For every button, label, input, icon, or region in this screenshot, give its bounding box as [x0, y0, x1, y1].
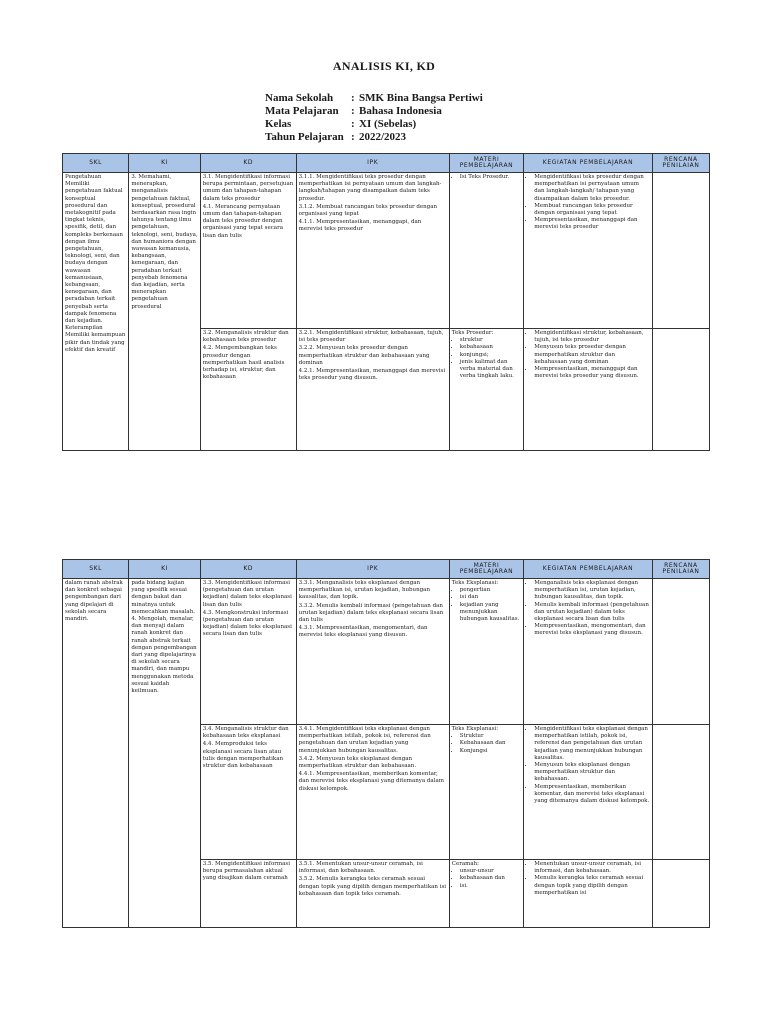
ki-cell [129, 173, 200, 451]
header-ki: KI [129, 560, 200, 579]
ipk-text: Mengidentifikasi teks prosedur dengan memperhatikan isi pernyataan umum dan langkah-langkah/tahapan yang disampaikan dalam teks prosedur. [298, 174, 442, 202]
kegiatan-item: • Menulis kembali informasi (pengetahuan dan urutan kejadian) dalam teks eksplanasi secara lisan dan tulis [534, 602, 650, 624]
materi-item: • jenis kalimat dan verba material dan verba tingkah laku. [460, 359, 521, 381]
ki-item [131, 616, 197, 695]
materi-cell [449, 725, 523, 860]
info-label: Mata Pelajaran [265, 105, 339, 117]
ipk-text: Menulis kembali informasi (pengetahuan dan urutan kejadian) dalam teks eksplanasi secara lisan dan tulis [298, 602, 444, 624]
kegiatan-list [526, 174, 650, 232]
ki-text: Memahami, menerapkan, menganalisis pengetahuan faktual, konseptual, prosedural berdasarkan rasa ingin tahunya tentang ilmu pengetahuan, teknologi, seni, budaya, dan humaniora dengan wawasan kemanusia, kebangsaan, kenegaraan, dan peradaban terkait penyebab fenomena dan kejadian, serta menerapkan pengetahuan prosedural [131, 174, 198, 310]
kegiatan-item: • Mempresentasikan, mengomentari, dan merevisi teks eksplanasi yang disusun. [534, 623, 650, 637]
ki-cell [129, 579, 200, 928]
info-separator: : [351, 105, 355, 117]
ipk-number: 3.3.1. [298, 580, 315, 586]
materi-item: • unsur-unsur [460, 868, 521, 875]
ipk-number: 3.1.2. [298, 203, 315, 210]
kegiatan-item: • Menyusun teks eksplanasi dengan memperhatikan struktur dan kebahasaan. [534, 762, 650, 784]
penilaian-cell [652, 579, 709, 725]
kegiatan-cell [524, 329, 653, 451]
materi-list [452, 868, 521, 890]
header-penilaian: RENCANA PENILAIAN [652, 154, 709, 173]
table-row [63, 173, 710, 329]
ipk-item [299, 861, 447, 875]
materi-list [452, 587, 521, 623]
kd-number: 4.2. [202, 345, 214, 352]
info-row-school [265, 92, 483, 105]
materi-item: • Struktur [460, 733, 521, 740]
ipk-cell [296, 725, 449, 860]
analysis-table-2 [62, 559, 710, 928]
materi-title: Teks Prosedur: [451, 330, 494, 336]
kd-item [203, 345, 294, 381]
info-row-subject [265, 105, 483, 118]
ipk-number: 3.5.1. [298, 861, 315, 867]
ipk-text: Menyusun teks eksplanasi dengan memperhatikan struktur dan kebahasaan. [298, 755, 417, 770]
ipk-text: Mempresentasikan, mengomentari, dan merevisi teks eksplanasi yang disusun. [298, 625, 428, 639]
ipk-number: 3.2.2. [298, 345, 315, 352]
ipk-text: Menulis kerangka teks ceramah sesuai dengan topik yang dipilih dengan memperhatikan isi kebahasaan dan topik teks ceramah. [298, 876, 447, 897]
kegiatan-item: • Mengidentifikasi teks prosedur dengan memperhatikan isi pernyataan umum dan langkah-langkah/ tahapan yang disampaikan dalam teks prosedur. [534, 174, 650, 203]
ipk-number: 4.3.1. [298, 625, 315, 632]
kd-text: Mengidentifikasi informasi (pengetahuan dan urutan kejadian) dalam teks eksplanasi lisan dan tulis [202, 580, 292, 608]
ipk-cell [296, 579, 449, 725]
ipk-text: Mengidentifikasi struktur, kebahasaan, tujuh, isi teks prosedur [298, 330, 444, 344]
materi-item: • isi dan [460, 594, 521, 601]
kegiatan-cell [524, 579, 653, 725]
kd-text: Mengidentifikasi informasi berupa permintaan, persetujuan umum dan tahapan-tahapan dalam teks prosedur [202, 174, 294, 202]
header-materi: MATERI PEMBELAJARAN [449, 560, 523, 579]
header-materi: MATERI PEMBELAJARAN [449, 154, 523, 173]
info-value: XI (Sebelas) [359, 118, 417, 130]
ipk-text: Mengidentifikasi teks eksplanasi dengan memperhatikan istilah, pokok isi, referensi dan pengetahuan dan urutan kejadian yang menunjukkan hubungan kausalitas. [298, 726, 431, 754]
penilaian-cell [652, 860, 709, 928]
kegiatan-item: • Mengidentifikasi struktur, kebahasaan, tujuh, isi teks prosedur [534, 330, 650, 344]
ipk-number: 3.2.1. [298, 330, 315, 336]
penilaian-cell [652, 329, 709, 451]
ipk-text: Mempresentasikan, menanggapi dan merevisi teks prosedur yang disusun. [298, 368, 446, 382]
ipk-number: 4.4.1. [298, 771, 315, 778]
ipk-item [299, 330, 447, 344]
header-penilaian: RENCANA PENILAIAN [652, 560, 709, 579]
kegiatan-item: • Mempresentasikan, menanggapi dan merevisi teks prosedur [534, 217, 650, 231]
materi-item: • pengertian [460, 587, 521, 594]
ipk-item [299, 345, 447, 367]
ipk-item [299, 876, 447, 898]
kd-text: Merancang pernyataan umum dan tahapan-tahapan dalam teks prosedur dengan organisasi yang tepat secara lisan dan tulis [202, 203, 283, 239]
materi-title: Teks Eksplanasi: [451, 580, 499, 586]
materi-item: • Konjungsi [460, 748, 521, 755]
materi-list [452, 174, 521, 181]
kd-text: Menganalisis struktur dan kebahasaan teks eksplanasi [202, 726, 289, 740]
kegiatan-list [526, 861, 650, 897]
ipk-item [299, 174, 447, 203]
info-separator: : [351, 118, 355, 130]
skl-cell [63, 173, 129, 451]
ipk-number: 3.5.2. [298, 876, 315, 883]
kegiatan-cell [524, 173, 653, 329]
info-label: Tahun Pelajaran [265, 131, 344, 143]
kegiatan-item: • Membuat rancangan teks prosedur dengan organisasi yang tepat [534, 203, 650, 217]
kd-item [203, 580, 294, 609]
info-row-year [265, 131, 483, 144]
ipk-cell [296, 329, 449, 451]
materi-cell [449, 579, 523, 725]
kd-number: 3.2. [202, 330, 214, 336]
ipk-text: Mempresentasikan, memberikan komentar, dan merevisi teks eksplanasi yang ditemanya dalam diskusi kelompok. [298, 771, 444, 792]
materi-item: • kebahasaan dan [460, 875, 521, 882]
school-info [265, 92, 483, 144]
kd-text: Memproduksi teks eksplanasi secara lisan atau tulis dengan memperhatikan struktur dan kebahasaan [202, 741, 284, 770]
ipk-item [299, 603, 447, 625]
kegiatan-list [526, 330, 650, 380]
penilaian-cell [652, 173, 709, 329]
materi-cell [449, 329, 523, 451]
header-kegiatan: KEGIATAN PEMBELAJARAN [524, 154, 653, 173]
header-ipk: IPK [296, 154, 449, 173]
kd-text: Mengidentifikasi informasi berupa permasalahan aktual yang disajikan dalam ceramah [202, 861, 290, 882]
materi-cell [449, 860, 523, 928]
header-skl: SKL [63, 560, 129, 579]
document-title: ANALISIS KI, KD [332, 59, 436, 73]
analysis-table-1 [62, 153, 710, 451]
ipk-cell [296, 173, 449, 329]
ipk-item [299, 756, 447, 770]
table-row [63, 579, 710, 725]
materi-title: Ceramah: [451, 861, 479, 867]
skl-cell [63, 579, 129, 928]
table-header-row [63, 560, 710, 579]
header-kd: KD [200, 560, 296, 579]
materi-item: • kebahasaan [460, 344, 521, 351]
materi-item: • struktur [460, 337, 521, 344]
kd-item [203, 204, 294, 240]
kd-cell [200, 860, 296, 928]
info-value: 2022/2023 [359, 131, 407, 143]
ipk-cell [296, 860, 449, 928]
ipk-text: Menganalisis teks eksplanasi dengan memperhatikan isi, urutan kejadian, hubungan kausalitas, dan topik. [298, 580, 430, 601]
ipk-number: 3.4.2. [298, 755, 315, 762]
materi-item: • kejadian yang menunjukkan hubungan kausalitas. [460, 602, 521, 624]
table-header-row [63, 154, 710, 173]
ipk-text: Menyusun teks prosedur dengan memperhatikan struktur dan kebahasaan yang dominan [298, 345, 430, 366]
kd-cell [200, 329, 296, 451]
ipk-number: 3.3.2. [298, 602, 315, 609]
kd-number: 4.1. [202, 203, 214, 210]
materi-title: Teks Eksplanasi: [451, 726, 499, 732]
kegiatan-item: • Mengidentifikasi teks eksplanasi dengan memperhatikan istilah, pokok isi, referensi dan pengetahuan dan urutan kejadian yang menunjukkan hubungan kausalitas. [534, 726, 650, 762]
materi-cell [449, 173, 523, 329]
kd-item [203, 610, 294, 639]
materi-item: • konjungsi; [460, 352, 521, 359]
materi-list [452, 337, 521, 380]
info-label: Kelas [265, 118, 292, 130]
info-value: SMK Bina Bangsa Pertiwi [359, 92, 483, 104]
header-ki: KI [129, 154, 200, 173]
kd-number: 3.1. [202, 174, 214, 180]
materi-list [452, 733, 521, 755]
kegiatan-list [526, 580, 650, 638]
kegiatan-list [526, 726, 650, 805]
kd-item [203, 741, 294, 770]
kd-number: 3.4. [202, 726, 214, 732]
header-kegiatan: KEGIATAN PEMBELAJARAN [524, 560, 653, 579]
ipk-item [299, 580, 447, 602]
kd-number: 4.4. [202, 741, 214, 748]
info-label: Nama Sekolah [265, 92, 334, 104]
ipk-text: Membuat rancangan teks prosedur dengan organisasi yang tepat [298, 203, 438, 218]
kegiatan-item: • Menganalisis teks eksplanasi dengan memperhatikan isi, urutan kejadian, hubungan kausalitas, dan topik. [534, 580, 650, 602]
header-ipk: IPK [296, 560, 449, 579]
info-value: Bahasa Indonesia [359, 105, 442, 117]
kd-item [203, 330, 294, 344]
ipk-number: 4.1.1. [298, 219, 315, 226]
kd-cell [200, 579, 296, 725]
kd-item [203, 174, 294, 203]
ipk-text: Mempresentasikan, menanggapi, dan merevisi teks prosedur [298, 219, 422, 233]
skl-text: dalam ranah abstrak dan konkret sebagai pengembangan dari yang dipelajari di sekolah secara mandiri. [65, 580, 123, 623]
ki-number: 3. [131, 174, 137, 180]
materi-item: • isi. [460, 883, 521, 890]
kd-text: Mengkonstruksi informasi (pengetahuan dan urutan kejadian) dalam teks eksplanasi secara lisan dan tulis [202, 609, 292, 638]
materi-item: • Kebahasaan dan [460, 740, 521, 747]
ipk-item [299, 368, 447, 382]
ipk-text: Menentukan unsur-unsur ceramah, isi informasi, dan kebahasaan. [298, 861, 423, 875]
header-skl: SKL [63, 154, 129, 173]
kd-number: 3.5. [202, 861, 214, 867]
ipk-item [299, 726, 447, 755]
info-separator: : [351, 92, 355, 104]
kegiatan-cell [524, 860, 653, 928]
ki-text: Mengolah, menalar, dan menyaji dalam ranah konkret dan ranah abstrak terkait dengan pengembangan dari yang dipelajarinya di sekolah secara mandiri, dan mampu menggunakan metoda sesuai kaidah keilmuan. [131, 616, 197, 695]
header-kd: KD [200, 154, 296, 173]
kegiatan-item: • Menulis kerangka teks ceramah sesuai dengan topik yang dipilih dengan memperhatikan isi [534, 875, 650, 897]
kd-cell [200, 725, 296, 860]
kegiatan-item: • Mempresentasikan, menanggapi dan merevisi teks prosedur yang disusun. [534, 366, 650, 380]
info-separator: : [351, 131, 355, 143]
kd-item [203, 861, 294, 883]
ki-text: pada bidang kajian yang spesifik sesuai dengan bakat dan minatnya untuk memecahkan masalah. [131, 580, 195, 615]
materi-item: • Isi Teks Prosedur. [460, 174, 521, 181]
ipk-item [299, 771, 447, 793]
kegiatan-cell [524, 725, 653, 860]
ipk-item [299, 204, 447, 218]
kegiatan-item: • Mempresentasikan, memberikan komentar, dan merevisi teks eksplanasi yang ditemanya dalam diskusi kelompok. [534, 784, 650, 806]
ki-number: 4. [131, 616, 137, 623]
info-row-class [265, 118, 483, 131]
kd-cell [200, 173, 296, 329]
kd-number: 4.3. [202, 609, 214, 616]
ipk-number: 4.2.1. [298, 368, 315, 375]
kd-text: Menganalisis struktur dan kebahasaan teks prosedur [202, 330, 289, 344]
kegiatan-item: • Menyusun teks prosedur dengan memperhatikan struktur dan kebahasaan yang dominan [534, 344, 650, 366]
ipk-item [299, 219, 447, 233]
ipk-number: 3.4.1. [298, 726, 315, 732]
ipk-item [299, 625, 447, 639]
kd-text: Mengembangkan teks prosedur dengan memperhatikan hasil analisis terhadap isi, struktur, dan kebahasaan [202, 345, 285, 381]
penilaian-cell [652, 725, 709, 860]
kegiatan-item: • Menentukan unsur-unsur ceramah, isi informasi, dan kebahasaan. [534, 861, 650, 875]
kd-item [203, 726, 294, 740]
skl-text: Pengetahuan Memiliki pengetahuan faktual konseptual prosedural dan metakognitif pada tingkat teknis, spesifik, detil, dan kompleks berkenaan dengan ilmu pengetahuan, teknologi, seni, dan budaya dengan wawasan kemanusiaan, kebangsaan, kenegaraan, dan peradaban terkait penyebab serta dampak fenomena dan kejadian. Keterampilan Memiliki kemampuan pikir dan tindak yang efektif dan kreatif [65, 174, 126, 353]
ipk-number: 3.1.1. [298, 174, 315, 180]
kd-number: 3.3. [202, 580, 214, 586]
